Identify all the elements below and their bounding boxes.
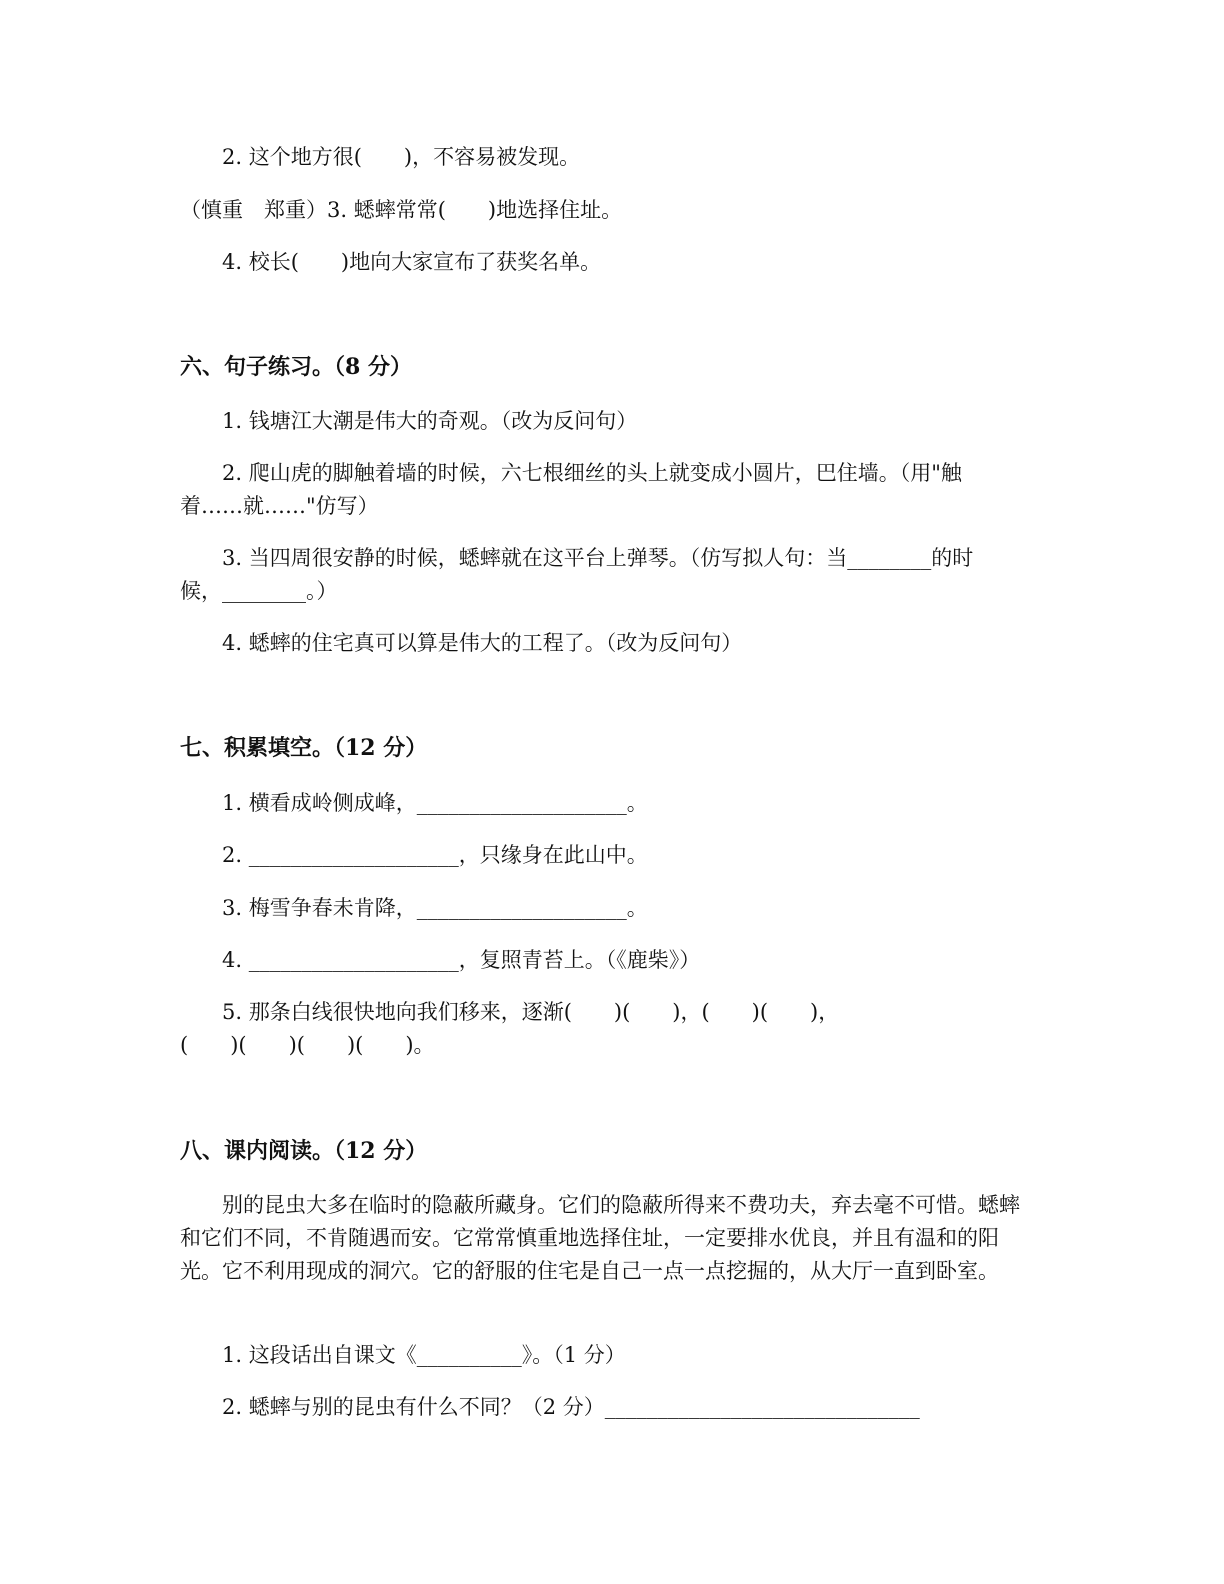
s7-question-5-line1: 5. 那条白线很快地向我们移来，逐渐( )( )，( )( )， (222, 1000, 840, 1024)
reading-passage: 别的昆虫大多在临时的隐蔽所藏身。它们的隐蔽所得来不费功夫，弃去毫不可惜。蟋蟀和它们不同，不肯随遇而安。它常常慎重地选择住址，一定要排水优良，并且有温和的阳光。它不利用现成的洞穴。它的舒服的住宅是自己一点一点挖掘的，从大厅一直到卧室。 (180, 1193, 1020, 1283)
s6-question-2-line2: 着……就……"仿写） (180, 494, 379, 518)
s8-question-1: 1. 这段话出自课文《__________》。（1 分） (222, 1343, 626, 1367)
s5-question-4: 4. 校长( )地向大家宣布了获奖名单。 (222, 250, 602, 274)
s7-question-3: 3. 梅雪争春未肯降，____________________。 (222, 896, 648, 920)
s7-question-4: 4. ____________________，复照青苔上。（《鹿柴》） (222, 948, 701, 972)
section-8-heading: 八、课内阅读。（12 分） (180, 1138, 428, 1164)
s6-question-3-line1: 3. 当四周很安静的时候，蟋蟀就在这平台上弹琴。（仿写拟人句：当________的时 (222, 546, 974, 570)
section-7-heading: 七、积累填空。（12 分） (180, 735, 428, 761)
s7-question-1: 1. 横看成岭侧成峰，____________________。 (222, 791, 648, 815)
s8-question-2: 2. 蟋蟀与别的昆虫有什么不同？（2 分）______________________________ (222, 1395, 920, 1419)
s5-question-2: 2. 这个地方很( )，不容易被发现。 (222, 145, 581, 169)
s6-question-3-line2: 候，________。） (180, 579, 338, 603)
section-6-heading: 六、句子练习。（8 分） (180, 354, 412, 380)
s6-question-1: 1. 钱塘江大潮是伟大的奇观。（改为反问句） (222, 409, 638, 433)
s6-question-2-line1: 2. 爬山虎的脚触着墙的时候，六七根细丝的头上就变成小圆片，巴住墙。（用"触 (222, 461, 962, 485)
s6-question-4: 4. 蟋蟀的住宅真可以算是伟大的工程了。（改为反问句） (222, 631, 743, 655)
s7-question-5-line2: ( )( )( )( )。 (180, 1033, 435, 1057)
s5-question-3: （慎重 郑重）3. 蟋蟀常常( )地选择住址。 (180, 198, 623, 222)
s7-question-2: 2. ____________________，只缘身在此山中。 (222, 843, 648, 867)
